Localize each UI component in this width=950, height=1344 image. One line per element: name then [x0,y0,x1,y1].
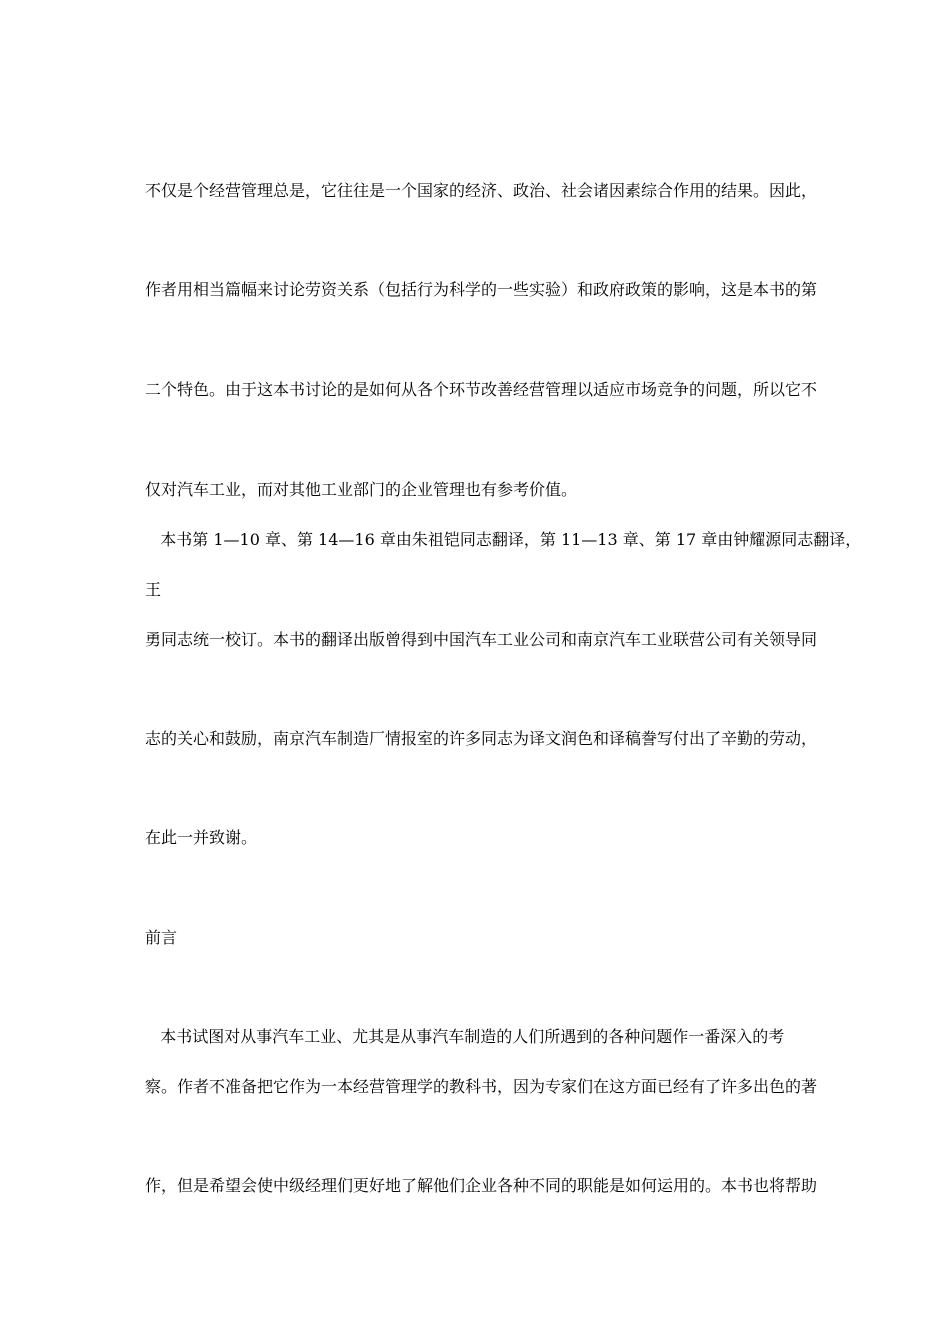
paragraph-line: 在此一并致谢。 [145,828,258,847]
paragraph-line: 作者用相当篇幅来讨论劳资关系（包括行为科学的一些实验）和政府政策的影响，这是本书的第 [145,280,818,299]
paragraph-line: 本书第 1—10 章、第 14—16 章由朱祖铠同志翻译，第 11—13 章、第 17 章由钟耀源同志翻译， [145,530,862,549]
paragraph-line: 作，但是希望会使中级经理们更好地了解他们企业各种不同的职能是如何运用的。本书也将帮助 [145,1176,818,1195]
paragraph-line: 察。作者不准备把它作为一本经营管理学的教科书，因为专家们在这方面已经有了许多出色的著 [145,1077,818,1096]
paragraph-line: 二个特色。由于这本书讨论的是如何从各个环节改善经营管理以适应市场竞争的问题，所以它不 [145,380,818,399]
paragraph-line: 本书试图对从事汽车工业、尤其是从事汽车制造的人们所遇到的各种问题作一番深入的考 [145,1027,785,1046]
paragraph-line: 仅对汽车工业，而对其他工业部门的企业管理也有参考价值。 [145,480,578,499]
paragraph-line: 志的关心和鼓励，南京汽车制造厂情报室的许多同志为译文润色和译稿誊写付出了辛勤的劳动， [145,729,818,748]
section-heading: 前言 [145,928,178,947]
paragraph-line: 勇同志统一校订。本书的翻译出版曾得到中国汽车工业公司和南京汽车工业联营公司有关领导同 [145,630,818,649]
paragraph-line: 王 [145,580,162,599]
paragraph-line: 不仅是个经营管理总是，它往往是一个国家的经济、政治、社会诸因素综合作用的结果。因此， [145,181,818,200]
